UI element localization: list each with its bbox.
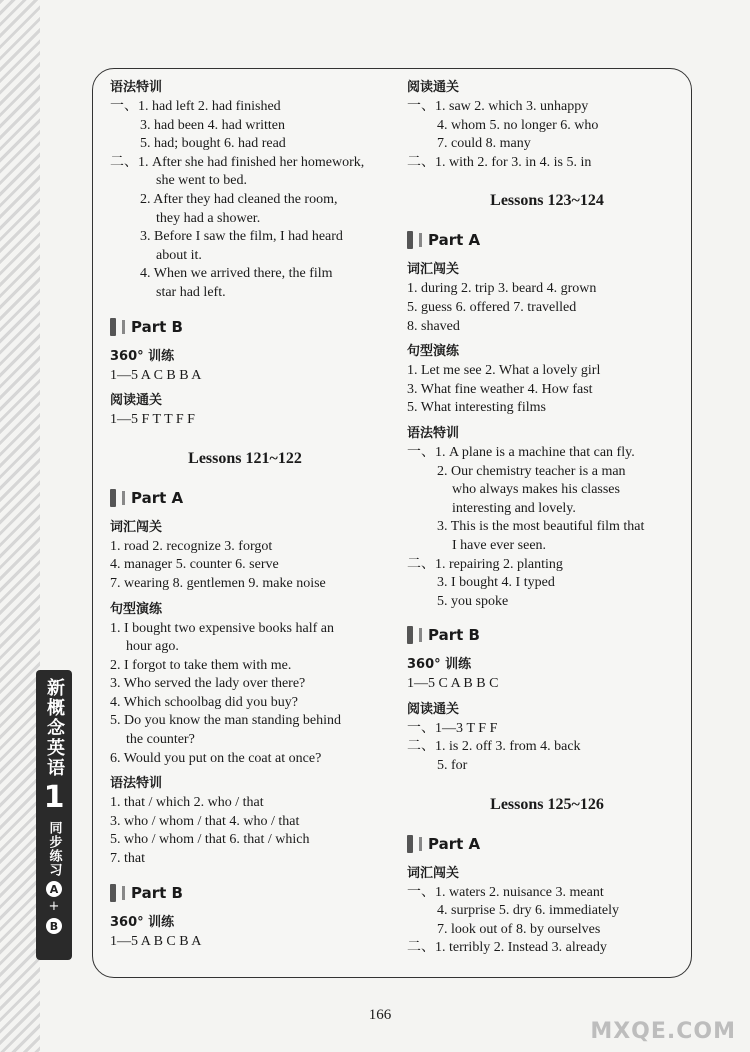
part-marker-icon: [407, 835, 413, 853]
answer-line: 一、1. A plane is a machine that can fly.: [407, 444, 635, 460]
part-marker-icon: [122, 886, 125, 900]
part-label-text: Part A: [131, 488, 184, 507]
answer-line: 7. that: [110, 851, 145, 867]
answer-line: 7. could 8. many: [437, 136, 531, 152]
answer-line: 二、1. terribly 2. Instead 3. already: [407, 940, 607, 956]
section-heading: 360° 训练: [407, 657, 472, 673]
section-heading: 阅读通关: [407, 701, 460, 717]
series-title: 新概念英语: [44, 678, 65, 778]
part-marker-icon: [419, 233, 422, 247]
series-number: 1: [43, 780, 65, 815]
part-b-label: [110, 879, 380, 907]
answer-line: 1. during 2. trip 3. beard 4. grown: [407, 281, 597, 297]
answer-line: 5. who / whom / that 6. that / which: [110, 832, 310, 848]
answer-line: 5. guess 6. offered 7. travelled: [407, 299, 577, 315]
watermark: MXQE.COM: [590, 1019, 736, 1044]
answer-line: 2. After they had cleaned the room,: [140, 191, 338, 207]
answer-line: 5. What interesting films: [407, 400, 546, 416]
answer-line: who always makes his classes: [452, 482, 620, 498]
answer-line: 二、1. is 2. off 3. from 4. back: [407, 739, 581, 755]
book-series-tab: [36, 670, 72, 960]
answer-line: about it.: [156, 247, 202, 263]
answer-line: 一、1. had left 2. had finished: [110, 99, 281, 114]
answer-line: 4. whom 5. no longer 6. who: [437, 117, 599, 133]
answer-line: they had a shower.: [156, 210, 261, 226]
answer-line: 3. Who served the lady over there?: [110, 676, 306, 692]
answer-line: 3. This is the most beautiful film that: [437, 519, 645, 535]
answer-line: 1—5 C A B B C: [407, 676, 499, 692]
answer-line: 4. Which schoolbag did you buy?: [110, 694, 298, 710]
part-marker-icon: [407, 231, 413, 249]
answer-line: 4. When we arrived there, the film: [140, 266, 333, 282]
part-label-text: Part B: [428, 626, 480, 645]
answer-line: 1. Let me see 2. What a lovely girl: [407, 363, 601, 379]
answer-line: I have ever seen.: [452, 537, 547, 553]
answer-line: 3. I bought 4. I typed: [437, 575, 555, 591]
lesson-title: Lessons 123~124: [490, 192, 604, 210]
part-label-text: Part B: [131, 883, 183, 902]
series-subtitle: 同步练习: [46, 821, 62, 877]
part-a-label: [407, 226, 687, 254]
answer-line: 3. had been 4. had written: [140, 117, 286, 133]
answer-line: 1. road 2. recognize 3. forgot: [110, 538, 273, 554]
answer-line: interesting and lovely.: [452, 500, 576, 516]
answer-line: 一、1. waters 2. nuisance 3. meant: [407, 884, 604, 900]
part-marker-icon: [110, 489, 116, 507]
answer-line: star had left.: [156, 284, 226, 300]
answer-line: 2. I forgot to take them with me.: [110, 657, 292, 673]
part-marker-icon: [419, 837, 422, 851]
answer-line: 1—5 A B C B A: [110, 933, 202, 949]
left-column: [110, 78, 380, 951]
answer-line: 一、1. saw 2. which 3. unhappy: [407, 99, 589, 114]
answer-line: 二、1. repairing 2. planting: [407, 556, 563, 572]
section-heading: 词汇闯关: [407, 865, 460, 881]
section-heading: 360° 训练: [110, 348, 175, 364]
answer-line: she went to bed.: [156, 173, 247, 189]
lesson-title: Lessons 125~126: [490, 795, 604, 813]
badge-b: B: [46, 918, 62, 934]
answer-line: 7. wearing 8. gentlemen 9. make noise: [110, 575, 326, 591]
lesson-title: Lessons 121~122: [188, 449, 302, 467]
part-marker-icon: [407, 626, 413, 644]
section-heading: 360° 训练: [110, 914, 175, 930]
section-heading: 句型演练: [110, 601, 163, 617]
answer-line: hour ago.: [126, 639, 179, 655]
answer-line: 一、1—3 T F F: [407, 720, 498, 736]
answer-line: 5. Do you know the man standing behind: [110, 713, 341, 729]
section-heading: 词汇闯关: [407, 262, 460, 278]
answer-line: 5. for: [437, 758, 468, 774]
section-heading: 句型演练: [407, 344, 460, 360]
answer-line: 3. What fine weather 4. How fast: [407, 381, 593, 397]
answer-line: 1. that / which 2. who / that: [110, 795, 264, 811]
part-marker-icon: [110, 318, 116, 336]
page-number: 166: [368, 1007, 392, 1023]
part-marker-icon: [122, 491, 125, 505]
section-heading: 阅读通关: [407, 80, 460, 95]
part-b-label: [110, 313, 380, 341]
answer-line: 1—5 F T T F F: [110, 412, 195, 428]
answer-line: 1—5 A C B B A: [110, 367, 202, 383]
answer-line: 4. manager 5. counter 6. serve: [110, 557, 279, 573]
section-heading: 语法特训: [110, 776, 163, 792]
answer-line: 4. surprise 5. dry 6. immediately: [437, 903, 619, 919]
answer-line: 5. you spoke: [437, 593, 509, 609]
part-label-text: Part A: [428, 834, 481, 853]
answer-line: 二、1. After she had finished her homework,: [110, 154, 365, 170]
section-heading: 语法特训: [407, 425, 460, 441]
part-marker-icon: [110, 884, 116, 902]
part-label-text: Part A: [428, 231, 481, 250]
part-marker-icon: [122, 320, 125, 334]
answer-line: 二、1. with 2. for 3. in 4. is 5. in: [407, 154, 592, 170]
badge-a: A: [46, 881, 62, 897]
answer-line: 3. Before I saw the film, I had heard: [140, 229, 343, 245]
part-a-label: [110, 484, 380, 512]
right-column: [407, 78, 687, 958]
answer-line: 6. Would you put on the coat at once?: [110, 750, 322, 766]
answer-line: 5. had; bought 6. had read: [140, 136, 286, 152]
part-a-label: [407, 830, 687, 858]
badge-plus: +: [48, 899, 60, 914]
answer-line: the counter?: [126, 732, 195, 748]
answer-line: 7. look out of 8. by ourselves: [437, 921, 601, 937]
part-b-label: [407, 621, 687, 649]
answer-line: 8. shaved: [407, 318, 460, 334]
answer-line: 1. I bought two expensive books half an: [110, 620, 334, 636]
section-heading: 阅读通关: [110, 393, 163, 409]
part-label-text: Part B: [131, 317, 183, 336]
section-heading: 语法特训: [110, 80, 163, 95]
section-heading: 词汇闯关: [110, 519, 163, 535]
side-decoration: [0, 0, 40, 1052]
answer-line: 2. Our chemistry teacher is a man: [437, 463, 626, 479]
answer-line: 3. who / whom / that 4. who / that: [110, 813, 300, 829]
part-marker-icon: [419, 628, 422, 642]
